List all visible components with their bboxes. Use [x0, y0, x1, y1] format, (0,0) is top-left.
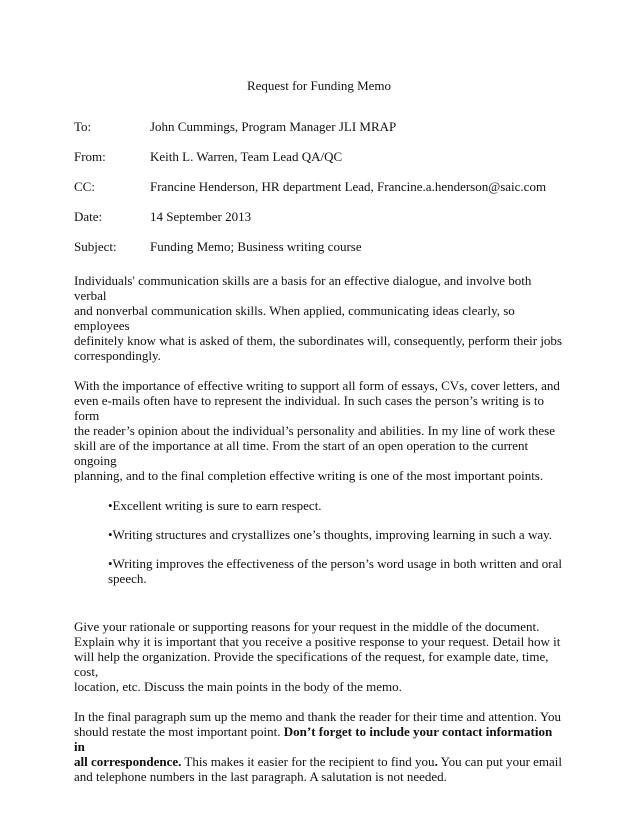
- header-label-cc: CC:: [74, 179, 95, 194]
- header-row-subject: [74, 237, 594, 267]
- list-item: •Writing improves the effectiveness of the person’s word usage in both written and oral speech.: [108, 556, 562, 586]
- header-value-to: John Cummings, Program Manager JLI MRAP: [150, 119, 397, 134]
- closing-text-1: In the final paragraph sum up the memo and thank the reader for their time and attention. You should restate the most important point.: [74, 709, 561, 739]
- closing-text-3: You can put your email and telephone numbers in the last paragraph. A salutation is not needed.: [74, 754, 563, 784]
- header-row-from: [74, 147, 594, 177]
- list-item: •Writing structures and crystallizes one’s thoughts, improving learning in such a way.: [108, 527, 553, 542]
- header-value-from: Keith L. Warren, Team Lead QA/QC: [150, 149, 343, 164]
- header-label-date: Date:: [74, 209, 103, 224]
- header-value-cc: Francine Henderson, HR department Lead, Francine.a.henderson@saic.com: [150, 179, 547, 194]
- header-value-date: 14 September 2013: [150, 209, 252, 224]
- closing-bold-contact: Don’t forget to include your contact information in all correspondence.: [74, 724, 553, 769]
- paragraph-closing: [74, 709, 566, 784]
- spacer: [74, 600, 566, 619]
- header-value-subject: Funding Memo; Business writing course: [150, 239, 362, 254]
- memo-title: Request for Funding Memo: [246, 78, 392, 93]
- memo-header: [74, 117, 594, 267]
- header-label-subject: Subject:: [74, 239, 117, 254]
- memo-body: [74, 273, 566, 799]
- paragraph-communication-skills: Individuals' communication skills are a basis for an effective dialogue, and involve both verbal and nonverbal communication skills. When applied, communicating ideas clearly, so employees definitely know what is asked of them, the subordinates will, consequently, perform their jobs correspondingly.: [74, 273, 562, 363]
- header-label-to: To:: [74, 119, 92, 134]
- benefits-list: [108, 498, 566, 586]
- closing-bold-period: .: [434, 754, 438, 769]
- list-item: •Excellent writing is sure to earn respect.: [108, 498, 322, 513]
- header-label-from: From:: [74, 149, 106, 164]
- paragraph-effective-writing: With the importance of effective writing to support all form of essays, CVs, cover letters, and even e-mails often have to represent the individual. In such cases the person’s writing is to form the reader’s opinion about the individual’s personality and abilities. In my line of work these skill are of the importance at all time. From the start of an open operation to the current ongoing planning, and to the final completion effective writing is one of the most important points.: [74, 378, 560, 483]
- closing-text-2: This makes it easier for the recipient to find you: [181, 754, 435, 769]
- header-row-cc: [74, 177, 594, 207]
- header-row-to: [74, 117, 594, 147]
- paragraph-rationale: Give your rationale or supporting reasons for your request in the middle of the document. Explain why it is important that you receive a positive response to your request. Detail how it will help the organization. Provide the specifications of the request, for example date, time, cost, location, etc. Discuss the main points in the body of the memo.: [74, 619, 561, 694]
- header-row-date: [74, 207, 594, 237]
